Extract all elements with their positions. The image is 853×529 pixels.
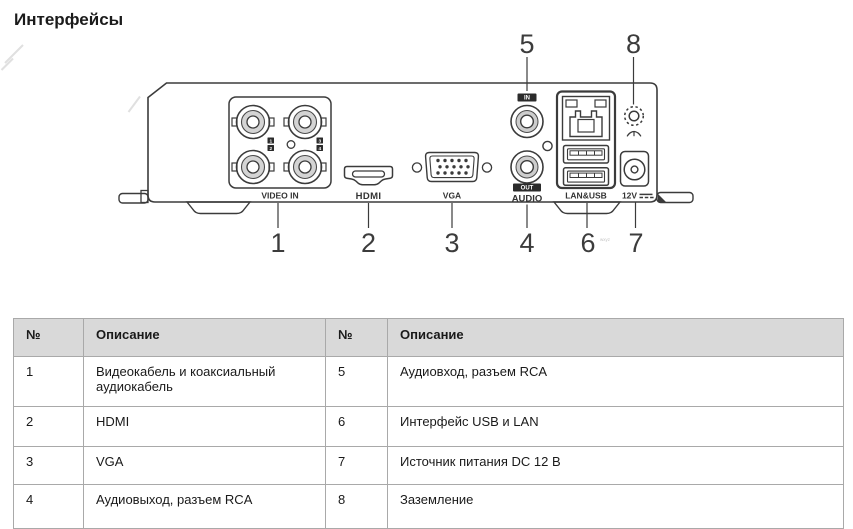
cell-number: 3 — [14, 447, 84, 485]
power-label: 12V — [621, 190, 638, 201]
callout-8: 8 — [625, 30, 642, 59]
header-description-right: Описание — [388, 319, 844, 357]
audio-section — [511, 94, 552, 205]
callout-4: 4 — [519, 228, 535, 258]
lan-usb-label: LAN&USB — [565, 190, 607, 201]
dc-symbol-icon — [640, 194, 654, 197]
callout-6: 6 — [580, 228, 596, 258]
bnc-connector-2 — [232, 151, 274, 184]
table-row — [14, 485, 844, 529]
callout-1: 1 — [270, 228, 286, 258]
video-in-block — [229, 97, 331, 201]
vga-port — [412, 153, 491, 201]
hdmi-label: HDMI — [355, 191, 382, 202]
cell-number: 7 — [326, 447, 388, 485]
table-row — [14, 407, 844, 447]
bnc-number-4: 4 — [318, 146, 322, 152]
audio-out-rca — [511, 151, 543, 183]
header-number-left: № — [14, 319, 84, 357]
vga-screw-right — [482, 163, 491, 172]
ground-screw — [625, 107, 644, 137]
cell-number: 2 — [14, 407, 84, 447]
cell-description: Источник питания DC 12 В — [388, 447, 844, 485]
ground-symbol-icon — [627, 131, 641, 136]
audio-out-badge: OUT — [520, 185, 534, 192]
header-description-left: Описание — [84, 319, 326, 357]
bnc-number-2: 2 — [269, 146, 273, 152]
page-title: Интерфейсы — [14, 10, 124, 29]
lan-usb-block — [557, 92, 615, 201]
cell-description: Аудиовход, разъем RCA — [388, 357, 844, 407]
rear-panel-diagram — [0, 30, 853, 280]
chassis — [148, 83, 657, 202]
mounting-tab-left — [119, 191, 148, 204]
audio-label: AUDIO — [511, 193, 543, 205]
bnc-number-3: 3 — [318, 139, 322, 145]
vga-label: VGA — [442, 190, 462, 201]
foot-left — [187, 202, 250, 214]
table-header-row — [14, 319, 844, 357]
callout-2: 2 — [360, 228, 377, 258]
vga-pins — [436, 159, 469, 175]
cell-description: Аудиовыход, разъем RCA — [84, 485, 326, 529]
callout-5: 5 — [519, 30, 535, 59]
table-row — [14, 357, 844, 407]
bnc-connector-4 — [284, 151, 326, 184]
cell-number: 4 — [14, 485, 84, 529]
cell-description: Интерфейс USB и LAN — [388, 407, 844, 447]
callout-7: 7 — [628, 228, 644, 258]
cell-number: 6 — [326, 407, 388, 447]
hdmi-port — [345, 167, 393, 203]
header-number-right: № — [326, 319, 388, 357]
cell-number: 5 — [326, 357, 388, 407]
usb-port-top — [564, 146, 609, 164]
interface-description-table — [13, 318, 844, 529]
video-in-label: VIDEO IN — [261, 190, 299, 201]
table-row — [14, 447, 844, 485]
rj45-port — [563, 97, 610, 141]
mounting-tab-right — [657, 193, 693, 203]
cell-description: HDMI — [84, 407, 326, 447]
bnc-connector-1 — [232, 106, 274, 139]
cell-description: Заземление — [388, 485, 844, 529]
vga-screw-left — [412, 163, 421, 172]
audio-screw-hole — [543, 141, 552, 150]
callout-3: 3 — [444, 228, 460, 258]
bnc-connector-3 — [284, 106, 326, 139]
bnc-number-1: 1 — [269, 139, 273, 145]
cell-number: 8 — [326, 485, 388, 529]
cell-description: Видеокабель и коаксиальный аудиокабель — [84, 357, 326, 407]
audio-in-badge: IN — [524, 95, 530, 102]
watermark-mark — [2, 45, 141, 112]
panel-screw-hole — [287, 141, 295, 149]
power-jack — [621, 152, 654, 201]
watermark-text: wxyz — [600, 237, 610, 242]
usb-port-bottom — [564, 168, 609, 186]
audio-in-rca — [511, 106, 543, 138]
cell-number: 1 — [14, 357, 84, 407]
cell-description: VGA — [84, 447, 326, 485]
